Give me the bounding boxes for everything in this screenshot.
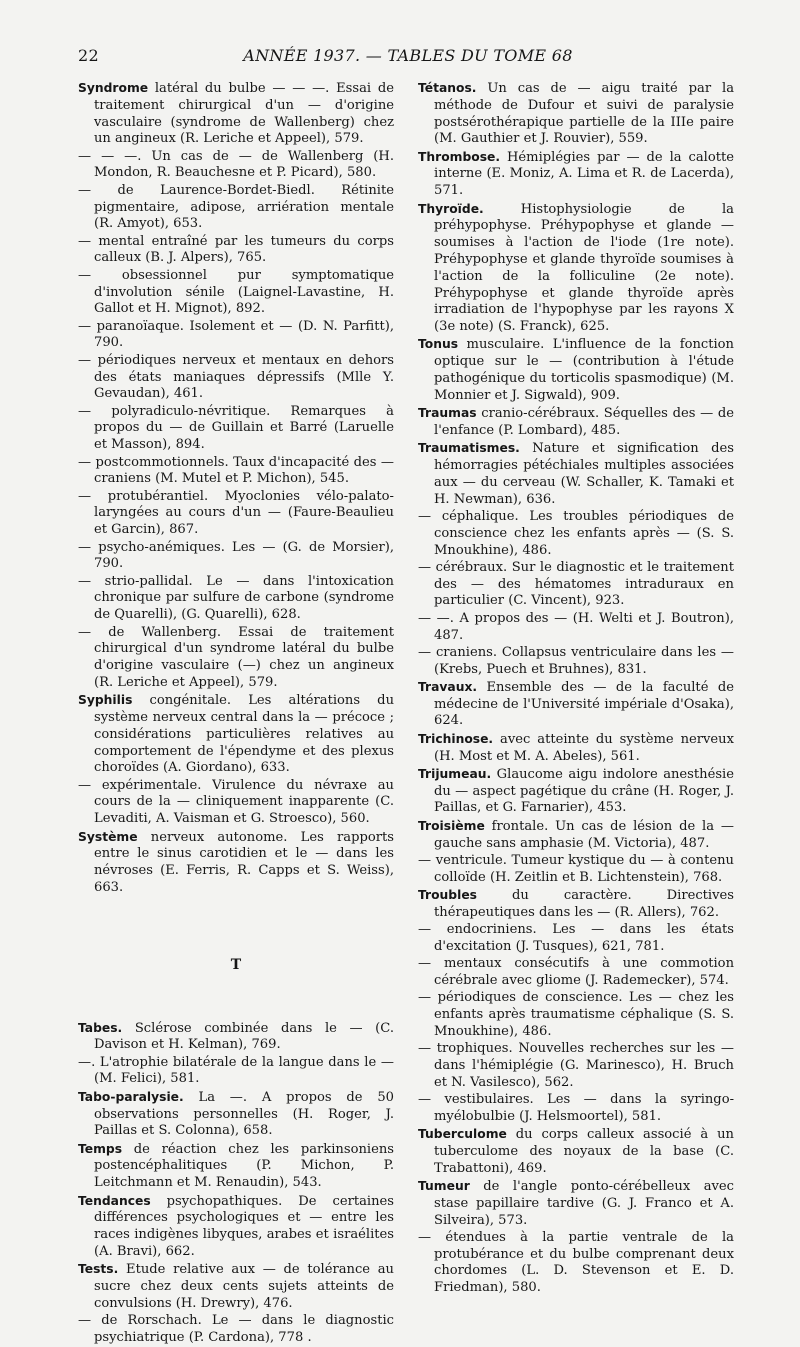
index-entry — [418, 645, 734, 679]
index-entry — [78, 1089, 394, 1140]
entry-text: — obsessionnel pur symptomatique d'involution sénile (Laignel-Lavastine, H. Gallot et H. Mignot), 892. — [78, 267, 394, 317]
index-entry — [78, 540, 394, 574]
entry-headword: Système — [78, 829, 138, 844]
entry-text: du corps calleux associé à un tuberculome des noyaux de la base (C. Trabattoni), 469. — [434, 1127, 734, 1176]
index-entry — [418, 201, 734, 336]
entry-text: nerveux autonome. Les rapports entre le sinus carotidien et le — dans les névroses (E. Ferris, R. Capps et S. Weiss), 663. — [94, 829, 394, 895]
index-entry — [78, 1313, 394, 1347]
index-entry — [418, 509, 734, 559]
entry-text: — de Wallenberg. Essai de traitement chirurgical d'un syndrome latéral du bulbe d'origine vasculaire (—) chez un angineux (R. Leriche et Appeel), 579. — [78, 624, 394, 690]
entry-text: — —. A propos des — (H. Welti et J. Boutron), 487. — [418, 610, 734, 643]
entry-text: Glaucome aigu indolore anesthésie du — aspect pagétique du crâne (H. Roger, J. Paillas, et G. Farnarier), 453. — [434, 766, 734, 816]
index-entry — [418, 922, 734, 956]
index-entry — [418, 1178, 734, 1229]
index-entry — [78, 319, 394, 353]
entry-text: — de Laurence-Bordet-Biedl. Rétinite pigmentaire, adipose, arriération mentale (R. Amyot), 653. — [78, 182, 394, 232]
entry-headword: Thyroïde. — [418, 201, 484, 216]
index-entry — [418, 1092, 734, 1126]
index-entry — [78, 234, 394, 268]
entry-headword: Temps — [78, 1141, 123, 1156]
entry-text: du caractère. Directives thérapeutiques dans les — (R. Allers), 762. — [434, 887, 734, 920]
entry-headword: Tonus — [418, 337, 459, 352]
index-entry — [78, 455, 394, 489]
entry-headword: Syphilis — [78, 693, 133, 708]
entry-text: Un cas de — aigu traité par la méthode de Dufour et suivi de paralysie postsérothérapique partielle de la IIIe paire (M. Gauthier et J. Rouvier), 559. — [434, 81, 734, 147]
section-letter-t: T — [230, 956, 242, 973]
index-entry — [418, 853, 734, 887]
index-entry — [78, 183, 394, 233]
entry-headword: Syndrome — [78, 81, 149, 95]
index-entry — [78, 1055, 394, 1089]
index-entry — [78, 1193, 394, 1261]
right-column — [418, 80, 734, 1298]
index-entry — [418, 990, 734, 1040]
index-entry — [418, 80, 734, 148]
index-entry — [418, 1126, 734, 1177]
index-entry — [418, 818, 734, 853]
section-t-entries — [78, 1020, 394, 1347]
index-entry — [78, 1141, 394, 1192]
entry-headword: Tuberculome — [418, 1127, 507, 1142]
index-entry — [418, 731, 734, 766]
entry-text: — paranoïaque. Isolement et — (D. N. Parfitt), 790. — [78, 318, 394, 351]
entry-text: — étendues à la partie ventrale de la protubérance et du bulbe comprenant deux chordomes (L. D. Stevenson et E. D. Friedman), 580. — [418, 1229, 734, 1296]
entry-headword: Troubles — [418, 887, 477, 902]
entry-text: —. L'atrophie bilatérale de la langue dans le — (M. Felici), 581. — [78, 1054, 394, 1087]
entry-text: — périodiques de conscience. Les — chez les enfants après traumatisme céphalique (S. S. Mnoukhine), 486. — [418, 990, 734, 1039]
entry-text: — strio-pallidal. Le — dans l'intoxication chronique par sulfure de carbone (syndrome de Quarelli), (G. Quarelli), 628. — [78, 573, 394, 623]
entry-text: — expérimentale. Virulence du névraxe au cours de la — cliniquement inapparente (C. Levaditi, A. Vaisman et G. Stroesco), 560. — [78, 777, 394, 827]
section-t-entries-continued — [418, 80, 734, 1297]
index-entry — [78, 1020, 394, 1055]
index-entry — [78, 778, 394, 828]
index-entry — [78, 1261, 394, 1312]
entry-text: — ventricule. Tumeur kystique du — à contenu colloïde (H. Zeitlin et B. Lichtenstein), 768. — [418, 852, 734, 885]
entry-text: — de Rorschach. Le — dans le diagnostic psychiatrique (P. Cardona), 778 . — [78, 1313, 394, 1345]
index-entry — [418, 611, 734, 645]
entry-text: Histophysiologie de la préhypophyse. Préhypophyse et glande — soumises à l'action de l'iode (1re note). Préhypophyse et glande thyroïde soumises à l'action de la folliculine (2e note). Préhypophyse et glande thyroïde après irradiation de l'hypophyse par les rayons X (3e note) (S. Franck), 625. — [434, 201, 734, 335]
index-entry — [418, 887, 734, 922]
index-entry — [78, 625, 394, 692]
entry-headword: Tests. — [78, 1262, 119, 1277]
entry-text: — périodiques nerveux et mentaux en dehors des états maniaques dépressifs (Mlle Y. Gevaudan), 461. — [78, 352, 394, 402]
entry-text: — craniens. Collapsus ventriculaire dans les — (Krebs, Puech et Bruhnes), 831. — [418, 644, 734, 677]
entry-text: cranio-cérébraux. Séquelles des — de l'enfance (P. Lombard), 485. — [434, 406, 734, 438]
entry-text: — mental entraîné par les tumeurs du corps calleux (B. J. Alpers), 765. — [78, 233, 394, 266]
index-entry — [78, 80, 394, 148]
entry-headword: Traumatismes. — [418, 441, 520, 456]
index-entry — [418, 336, 734, 404]
entry-text: musculaire. L'influence de la fonction optique sur le — (contribution à l'étude pathogénique du torticolis spasmodique) (M. Monnier et J. Sigwald), 909. — [434, 337, 734, 403]
entry-text: — psycho-anémiques. Les — (G. de Morsier), 790. — [78, 539, 394, 572]
index-entry — [418, 956, 734, 990]
index-entry — [78, 489, 394, 539]
entry-headword: Travaux. — [418, 679, 478, 694]
entry-headword: Trijumeau. — [418, 766, 492, 781]
index-entry — [418, 560, 734, 610]
index-entry — [78, 353, 394, 403]
entry-text: frontale. Un cas de lésion de la — gauche sans amphasie (M. Victoria), 487. — [434, 818, 734, 851]
entry-text: avec atteinte du système nerveux (H. Most et M. A. Abeles), 561. — [434, 731, 734, 764]
index-entry — [78, 829, 394, 897]
entry-headword: Traumas — [418, 406, 477, 421]
entry-text: de l'angle ponto-cérébelleux avec stase papillaire tardive (G. J. Franco et A. Silveira), 573. — [434, 1179, 734, 1228]
index-entry — [418, 149, 734, 200]
entry-text: Sclérose combinée dans le — (C. Davison et H. Kelman), 769. — [94, 1020, 394, 1053]
entry-headword: Tumeur — [418, 1179, 470, 1193]
page-number: 22 — [78, 46, 99, 65]
entry-text: Hémiplégies par — de la calotte interne (E. Moniz, A. Lima et R. de Lacerda), 571. — [434, 149, 734, 199]
entry-headword: Tabo-paralysie. — [78, 1089, 184, 1104]
section-s-entries — [78, 80, 394, 897]
entry-text: — céphalique. Les troubles périodiques de conscience chez les enfants après — (S. S. Mnoukhine), 486. — [418, 508, 734, 558]
entry-text: — endocriniens. Les — dans les états d'excitation (J. Tusques), 621, 781. — [418, 922, 734, 954]
entry-text: — mentaux consécutifs à une commotion cérébrale avec gliome (J. Rademecker), 574. — [418, 956, 734, 988]
entry-text: — trophiques. Nouvelles recherches sur les — dans l'hémiplégie (G. Marinesco), H. Bruch et N. Vasilesco), 562. — [418, 1041, 734, 1090]
entry-headword: Trichinose. — [418, 731, 494, 746]
index-entry — [418, 405, 734, 440]
entry-text: — — —. Un cas de — de Wallenberg (H. Mondon, R. Beauchesne et P. Picard), 580. — [78, 148, 394, 181]
entry-headword: Thrombose. — [418, 149, 501, 164]
entry-headword: Tétanos. — [418, 81, 477, 95]
entry-text: — polyradiculo-névritique. Remarques à propos du — de Guillain et Barré (Laruelle et Masson), 894. — [78, 403, 394, 453]
index-entry — [78, 268, 394, 318]
entry-text: Ensemble des — de la faculté de médecine de l'Université impériale d'Osaka), 624. — [434, 679, 734, 729]
entry-text: Etude relative aux — de tolérance au sucre chez deux cents sujets atteints de convulsions (H. Drewry), 476. — [94, 1262, 394, 1311]
index-entry — [418, 766, 734, 817]
index-entry — [418, 1230, 734, 1297]
entry-text: — postcommotionnels. Taux d'incapacité des — craniens (M. Mutel et P. Michon), 545. — [78, 454, 394, 487]
entry-text: — cérébraux. Sur le diagnostic et le traitement des — des hématomes intraduraux en particulier (C. Vincent), 923. — [418, 559, 734, 609]
entry-text: latéral du bulbe — — —. Essai de traitement chirurgical d'un — d'origine vasculaire (syndrome de Wallenberg) chez un angineux (R. Leriche et Appeel), 579. — [94, 81, 394, 147]
index-entry — [418, 679, 734, 730]
entry-text: Nature et signification des hémorragies pétéchiales multiples associées aux — du cerveau (W. Schaller, K. Tamaki et H. Newman), 636. — [434, 441, 734, 507]
entry-text: de réaction chez les parkinsoniens postencéphalitiques (P. Michon, P. Leitchmann et M. Renaudin), 543. — [94, 1141, 394, 1191]
entry-text: — vestibulaires. Les — dans la syringo-myélobulbie (J. Helsmoortel), 581. — [418, 1092, 734, 1124]
left-column — [78, 80, 394, 1347]
index-entry — [418, 440, 734, 508]
entry-text: — protubérantiel. Myoclonies vélo-palato-laryngées au cours d'un — (Faure-Beaulieu et Garcin), 867. — [78, 488, 394, 538]
index-entry — [78, 574, 394, 624]
running-title: ANNÉE 1937. — TABLES DU TOME 68 — [243, 46, 573, 65]
index-entry — [418, 1041, 734, 1091]
index-entry — [78, 692, 394, 777]
entry-headword: Tabes. — [78, 1020, 123, 1035]
entry-text: psychopathiques. De certaines différences psychologiques et — entre les races indigènes libyques, arabes et israélites (A. Bravi), 662. — [94, 1193, 394, 1259]
entry-text: La —. A propos de 50 observations personnelles (H. Roger, J. Paillas et S. Colonna), 658. — [94, 1089, 394, 1139]
entry-headword: Tendances — [78, 1193, 151, 1208]
entry-headword: Troisième — [418, 818, 485, 833]
index-entry — [78, 149, 394, 183]
index-entry — [78, 404, 394, 454]
entry-text: congénitale. Les altérations du système nerveux central dans la — précoce ; considérations particulières relatives au comportement de l'épendyme et des plexus choroïdes (A. Giordano), 633. — [94, 693, 394, 776]
